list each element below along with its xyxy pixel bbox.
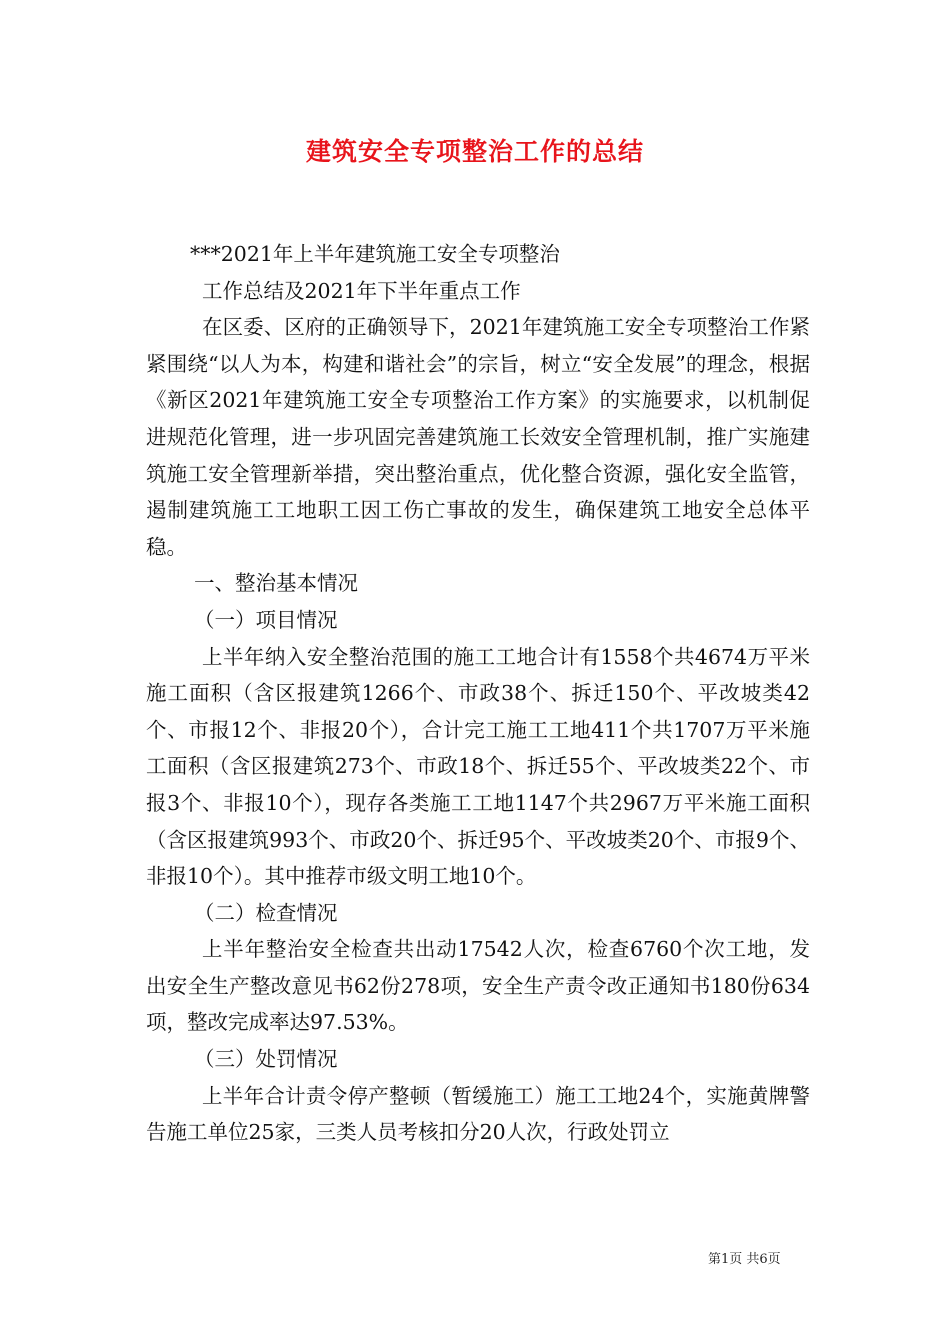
document-title: 建筑安全专项整治工作的总结 xyxy=(305,137,644,166)
subsection-heading-projects: （一）项目情况 xyxy=(194,607,338,632)
subsection-heading-inspection: （二）检查情况 xyxy=(194,900,338,925)
subtitle-line-1: ***2021年上半年建筑施工安全专项整治 xyxy=(190,242,560,266)
intro-paragraph: 在区委、区府的正确领导下，2021年建筑施工安全专项整治工作紧紧围绕“以人为本，构建和谐社会”的宗旨，树立“安全发展”的理念，根据《新区2021年建筑施工安全专项整治工作方案》的实施要求，以机制促进规范化管理，进一步巩固完善建筑施工长效安全管理机制，推广实施建筑施工安全管理新举措，突出整治重点，优化整合资源，强化安全监管，遏制建筑施工工地职工因工伤亡事故的发生，确保建筑工地安全总体平稳。 xyxy=(146,315,810,559)
subtitle-line-2: 工作总结及2021年下半年重点工作 xyxy=(202,278,521,303)
projects-paragraph: 上半年纳入安全整治范围的施工工地合计有1558个共4674万平米施工面积（含区报建筑1266个、市政38个、拆迁150个、平改坡类42个、市报12个、非报20个），合计完工施工工地411个共1707万平米施工面积（含区报建筑273个、市政18个、拆迁55个、平改坡类22个、市报3个、非报10个），现存各类施工工地1147个共2967万平米施工面积（含区报建筑993个、市政20个、拆迁95个、平改坡类20个、市报9个、非报10个）。其中推荐市级文明工地10个。 xyxy=(146,644,810,889)
page-number-footer: 第1页 共6页 xyxy=(708,1252,781,1267)
document-body xyxy=(146,236,810,1151)
subsection-heading-penalties: （三）处罚情况 xyxy=(194,1047,338,1072)
penalties-paragraph: 上半年合计责令停产整顿（暂缓施工）施工工地24个，实施黄牌警告施工单位25家，三类人员考核扣分20人次，行政处罚立 xyxy=(146,1083,810,1145)
inspection-paragraph: 上半年整治安全检查共出动17542人次，检查6760个次工地，发出安全生产整改意见书62份278项，安全生产责令改正通知书180份634项，整改完成率达97.53%。 xyxy=(146,937,810,1035)
section-heading-1: 一、整治基本情况 xyxy=(194,571,358,596)
